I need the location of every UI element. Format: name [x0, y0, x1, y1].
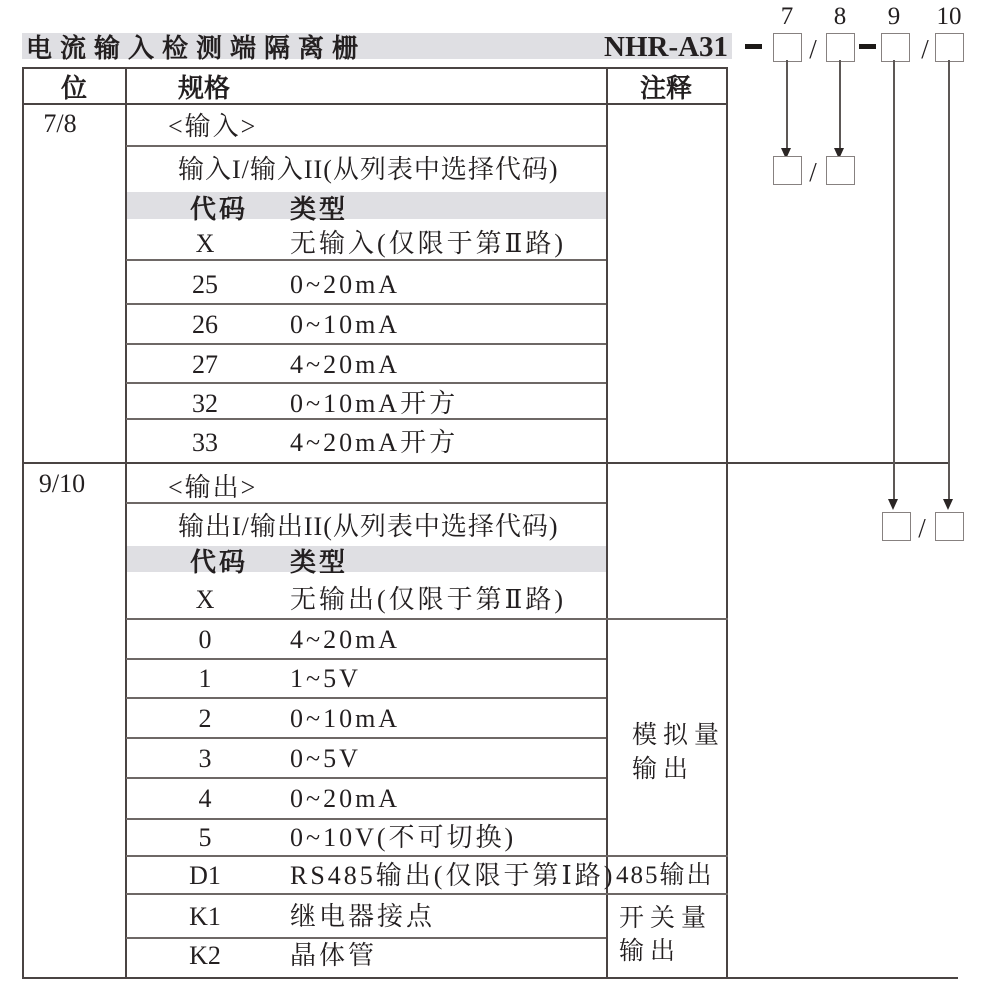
- input2-code-box: [826, 156, 855, 185]
- pos-value-78: 7/8: [43, 109, 77, 138]
- table-border-bottom: [22, 977, 958, 979]
- row-type: 0~5V: [290, 744, 361, 773]
- row-line: [126, 818, 606, 820]
- row-type: 0~20mA: [290, 270, 401, 299]
- row-code: 1: [198, 664, 212, 693]
- row-code: 4: [198, 784, 212, 813]
- dash-separator: [859, 44, 876, 49]
- group-title-input: <输入>: [168, 112, 258, 141]
- spec-row: [126, 350, 606, 384]
- note-analog-line1: 模拟量: [632, 722, 726, 749]
- code-box-9: [881, 33, 910, 62]
- note-switch-line1: 开关量: [619, 905, 713, 932]
- note-rs485: 485输出: [616, 862, 714, 889]
- leader-line-9: [893, 60, 895, 499]
- spec-row: [126, 744, 606, 778]
- row-code: K2: [189, 941, 221, 970]
- arrowhead-9: [888, 499, 898, 510]
- row-code: 33: [192, 428, 218, 457]
- arrowhead-10: [943, 499, 953, 510]
- table-border-top: [22, 67, 728, 69]
- row-type: 0~10mA开方: [290, 389, 459, 418]
- row-code: X: [195, 585, 215, 614]
- code-header-type: 类型: [290, 195, 349, 224]
- slash-separator: /: [921, 34, 929, 64]
- leader-line-7: [786, 60, 788, 148]
- spec-row: [126, 625, 606, 659]
- row-code: 3: [198, 744, 212, 773]
- spec-row: [126, 704, 606, 738]
- row-type: 无输入(仅限于第Ⅱ路): [290, 229, 566, 258]
- col-header-pos: 位: [60, 74, 87, 103]
- spec-row: [126, 861, 616, 895]
- spec-row: [126, 585, 606, 619]
- spec-row: [126, 389, 606, 423]
- code-box-10: [935, 33, 964, 62]
- col-header-note: 注释: [639, 74, 692, 103]
- code-box-8: [826, 33, 855, 62]
- divider-spec-note: [606, 67, 608, 977]
- row-code: 0: [198, 625, 212, 654]
- row-line: [126, 937, 606, 939]
- dash-separator: [745, 44, 762, 49]
- note-analog-line2: 输出: [632, 756, 695, 783]
- digit-label-7: 7: [780, 3, 794, 30]
- slash-separator: /: [918, 513, 926, 543]
- select-hint-input: 输入I/输入II(从列表中选择代码): [178, 155, 559, 184]
- row-type: RS485输出(仅限于第Ⅰ路): [290, 861, 616, 890]
- row-code: 27: [192, 350, 218, 379]
- code-box-7: [773, 33, 802, 62]
- slash-separator: /: [809, 34, 817, 64]
- input1-code-box: [773, 156, 802, 185]
- spec-row: [126, 664, 606, 698]
- code-header-code: 代码: [190, 195, 249, 224]
- page-title: 电流输入检测端隔离栅: [26, 34, 367, 63]
- row-type: 4~20mA: [290, 625, 401, 654]
- row-code: 26: [192, 310, 218, 339]
- row-type: 0~10V(不可切换): [290, 823, 517, 852]
- spec-row: [126, 310, 606, 344]
- row-type: 继电器接点: [290, 902, 436, 931]
- code-header-code: 代码: [190, 548, 249, 577]
- row-type: 晶体管: [290, 941, 378, 970]
- row-code: K1: [189, 902, 221, 931]
- digit-label-8: 8: [833, 3, 847, 30]
- select-hint-output: 输出I/输出II(从列表中选择代码): [178, 512, 559, 541]
- col-header-spec: 规格: [178, 74, 231, 103]
- row-code: X: [195, 229, 215, 258]
- row-type: 0~10mA: [290, 310, 401, 339]
- row-type: 4~20mA: [290, 350, 401, 379]
- code-header-type: 类型: [290, 548, 349, 577]
- leader-line-8: [839, 60, 841, 148]
- row-type: 无输出(仅限于第Ⅱ路): [290, 585, 566, 614]
- row-code: D1: [189, 861, 221, 890]
- spec-row: [126, 229, 606, 263]
- leader-line-10: [948, 60, 950, 499]
- note-switch-line2: 输出: [619, 938, 682, 965]
- row-type: 4~20mA开方: [290, 428, 459, 457]
- row-code: 5: [198, 823, 212, 852]
- group-title-output: <输出>: [168, 473, 258, 502]
- row-code: 2: [198, 704, 212, 733]
- slash-separator: /: [809, 157, 817, 187]
- row-line: [126, 145, 606, 147]
- row-type: 0~20mA: [290, 784, 401, 813]
- spec-row: [126, 428, 606, 462]
- output1-code-box: [882, 512, 911, 541]
- spec-row: [126, 902, 606, 936]
- table-border-right: [726, 67, 728, 979]
- row-type: 1~5V: [290, 664, 361, 693]
- spec-row: [126, 823, 606, 857]
- spec-row: [126, 941, 606, 975]
- pos-value-910: 9/10: [38, 469, 86, 498]
- row-code: 25: [192, 270, 218, 299]
- row-code: 32: [192, 389, 218, 418]
- digit-label-9: 9: [887, 3, 901, 30]
- spec-row: [126, 270, 606, 304]
- output2-code-box: [935, 512, 964, 541]
- row-type: 0~10mA: [290, 704, 401, 733]
- section-divider: [22, 462, 950, 464]
- digit-label-10: 10: [936, 3, 962, 30]
- table-border-left: [22, 67, 24, 979]
- spec-row: [126, 784, 606, 818]
- model-number: NHR-A31: [604, 31, 729, 63]
